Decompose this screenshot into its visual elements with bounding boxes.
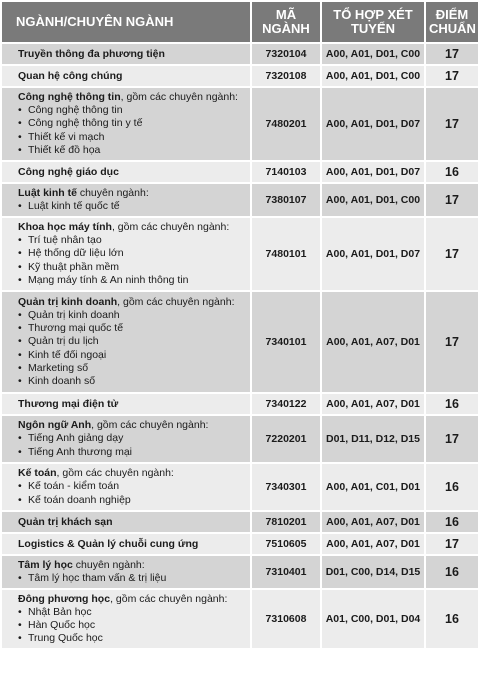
major-title: Logistics & Quản lý chuỗi cung ứng [18, 537, 199, 550]
major-name-cell [2, 290, 252, 392]
benchmark-score: 17 [426, 414, 478, 462]
major-name-cell [2, 554, 252, 588]
specialization-list [18, 432, 132, 458]
major-name-cell [2, 86, 252, 160]
major-title-suffix: chuyên ngành: [72, 558, 145, 571]
specialization-item: • Kế toán doanh nghiệp [18, 494, 131, 507]
major-code: 7480101 [252, 216, 322, 290]
benchmark-score: 16 [426, 160, 478, 182]
header-code-label: MÃ NGÀNH [262, 7, 310, 36]
benchmark-score: 17 [426, 64, 478, 86]
benchmark-score: 16 [426, 510, 478, 532]
major-code: 7810201 [252, 510, 322, 532]
benchmark-score: 17 [426, 86, 478, 160]
subject-combination: A00, A01, C01, D01 [322, 462, 426, 510]
benchmark-score: 17 [426, 42, 478, 64]
subject-combination: A00, A01, D01, C00 [322, 182, 426, 216]
header-score-label: ĐIỂM CHUẨN [429, 7, 476, 36]
major-code: 7340301 [252, 462, 322, 510]
major-name-cell [2, 414, 252, 462]
major-title: Quan hệ công chúng [18, 69, 123, 82]
major-title-suffix: , gồm các chuyên ngành: [111, 221, 230, 234]
header-combo-label: TỔ HỢP XÉT TUYỂN [333, 7, 413, 36]
major-code: 7380107 [252, 182, 322, 216]
major-title: Truyền thông đa phương tiện [18, 47, 165, 60]
specialization-item: • Mạng máy tính & An ninh thông tin [18, 274, 189, 287]
major-title: Công nghệ giáo dục [18, 165, 119, 178]
major-title-line [18, 593, 227, 606]
benchmark-score: 16 [426, 554, 478, 588]
specialization-item: • Kinh doanh số [18, 375, 123, 388]
specialization-list [18, 200, 120, 213]
major-title-suffix: , gồm các chuyên ngành: [110, 592, 228, 605]
subject-combination: A01, C00, D01, D04 [322, 588, 426, 648]
subject-combination: A00, A01, D01, C00 [322, 64, 426, 86]
major-code: 7140103 [252, 160, 322, 182]
subject-combination: A00, A01, D01, D07 [322, 160, 426, 182]
major-title-line [18, 559, 145, 572]
major-name-cell [2, 160, 252, 182]
specialization-list [18, 309, 123, 388]
subject-combination: A00, A01, D01, D07 [322, 86, 426, 160]
major-title-suffix: , gồm các chuyên ngành: [91, 419, 209, 432]
major-title: Kế toán [18, 467, 57, 480]
major-code: 7480201 [252, 86, 322, 160]
specialization-list [18, 480, 131, 506]
major-code: 7220201 [252, 414, 322, 462]
major-name-cell [2, 588, 252, 648]
specialization-item: • Kỹ thuật phần mềm [18, 261, 189, 274]
specialization-item: • Thiết kế đồ họa [18, 144, 142, 157]
benchmark-score: 16 [426, 392, 478, 414]
benchmark-score: 16 [426, 462, 478, 510]
specialization-list [18, 606, 103, 646]
subject-combination: A00, A01, A07, D01 [322, 532, 426, 554]
major-code: 7340101 [252, 290, 322, 392]
subject-combination: A00, A01, D01, D07 [322, 216, 426, 290]
specialization-item: • Hàn Quốc học [18, 619, 103, 632]
major-name-cell [2, 510, 252, 532]
specialization-item: • Hệ thống dữ liệu lớn [18, 247, 189, 260]
major-title-line [18, 516, 113, 529]
major-title-line [18, 296, 235, 309]
specialization-item: • Trí tuệ nhân tạo [18, 234, 189, 247]
specialization-list [18, 234, 189, 287]
major-code: 7340122 [252, 392, 322, 414]
subject-combination: A00, A01, A07, D01 [322, 392, 426, 414]
header-code [252, 2, 322, 42]
specialization-item: • Công nghệ thông tin [18, 104, 142, 117]
specialization-item: • Quản trị du lịch [18, 335, 123, 348]
major-title-line [18, 419, 208, 432]
header-major: NGÀNH/CHUYÊN NGÀNH [2, 2, 252, 42]
admission-score-table [2, 2, 478, 648]
major-title: Quản trị kinh doanh [18, 295, 118, 308]
specialization-item: • Công nghệ thông tin y tế [18, 117, 142, 130]
major-name-cell [2, 216, 252, 290]
major-title-line [18, 70, 122, 83]
major-name-cell [2, 392, 252, 414]
specialization-item: • Marketing số [18, 362, 123, 375]
benchmark-score: 17 [426, 182, 478, 216]
major-title: Quản trị khách sạn [18, 515, 113, 528]
subject-combination: D01, C00, D14, D15 [322, 554, 426, 588]
benchmark-score: 16 [426, 588, 478, 648]
major-name-cell [2, 182, 252, 216]
major-title: Luật kinh tế [18, 186, 77, 199]
specialization-list [18, 572, 166, 585]
major-title-line [18, 166, 119, 179]
major-title-suffix: , gồm các chuyên ngành: [117, 295, 235, 308]
specialization-item: • Kinh tế đối ngoại [18, 349, 123, 362]
major-name-cell [2, 64, 252, 86]
subject-combination: A00, A01, D01, C00 [322, 42, 426, 64]
major-title-suffix: , gồm các chuyên ngành: [56, 467, 174, 480]
major-title-line [18, 538, 198, 551]
major-name-cell [2, 462, 252, 510]
major-code: 7320108 [252, 64, 322, 86]
specialization-item: • Nhật Bản học [18, 606, 103, 619]
major-title: Công nghệ thông tin [18, 91, 121, 104]
specialization-item: • Thương mại quốc tế [18, 322, 123, 335]
specialization-item: • Thiết kế vi mạch [18, 131, 142, 144]
benchmark-score: 17 [426, 216, 478, 290]
major-title-line [18, 221, 229, 234]
header-combo [322, 2, 426, 42]
major-title: Tâm lý học [18, 558, 73, 571]
major-code: 7310401 [252, 554, 322, 588]
major-title-suffix: chuyên ngành: [76, 186, 149, 199]
specialization-item: • Tiếng Anh giảng dạy [18, 432, 132, 445]
major-title-line [18, 48, 165, 61]
major-title-line [18, 398, 118, 411]
major-title: Ngôn ngữ Anh [18, 419, 92, 432]
major-code: 7320104 [252, 42, 322, 64]
benchmark-score: 17 [426, 532, 478, 554]
major-name-cell [2, 532, 252, 554]
benchmark-score: 17 [426, 290, 478, 392]
subject-combination: D01, D11, D12, D15 [322, 414, 426, 462]
header-score [426, 2, 478, 42]
specialization-item: • Tâm lý học tham vấn & trị liệu [18, 572, 166, 585]
major-name-cell [2, 42, 252, 64]
subject-combination: A00, A01, A07, D01 [322, 290, 426, 392]
major-title-suffix: , gồm các chuyên ngành: [120, 91, 238, 104]
subject-combination: A00, A01, A07, D01 [322, 510, 426, 532]
specialization-item: • Trung Quốc học [18, 632, 103, 645]
major-title-line [18, 467, 174, 480]
major-title-line [18, 187, 149, 200]
specialization-item: • Tiếng Anh thương mại [18, 446, 132, 459]
major-title: Thương mại điện tử [18, 397, 119, 410]
major-title-line [18, 91, 238, 104]
specialization-item: • Luật kinh tế quốc tế [18, 200, 120, 213]
major-title: Đông phương học [18, 592, 111, 605]
specialization-list [18, 104, 142, 157]
major-code: 7510605 [252, 532, 322, 554]
major-title: Khoa học máy tính [18, 221, 112, 234]
specialization-item: • Kế toán - kiểm toán [18, 480, 131, 493]
specialization-item: • Quản trị kinh doanh [18, 309, 123, 322]
major-code: 7310608 [252, 588, 322, 648]
